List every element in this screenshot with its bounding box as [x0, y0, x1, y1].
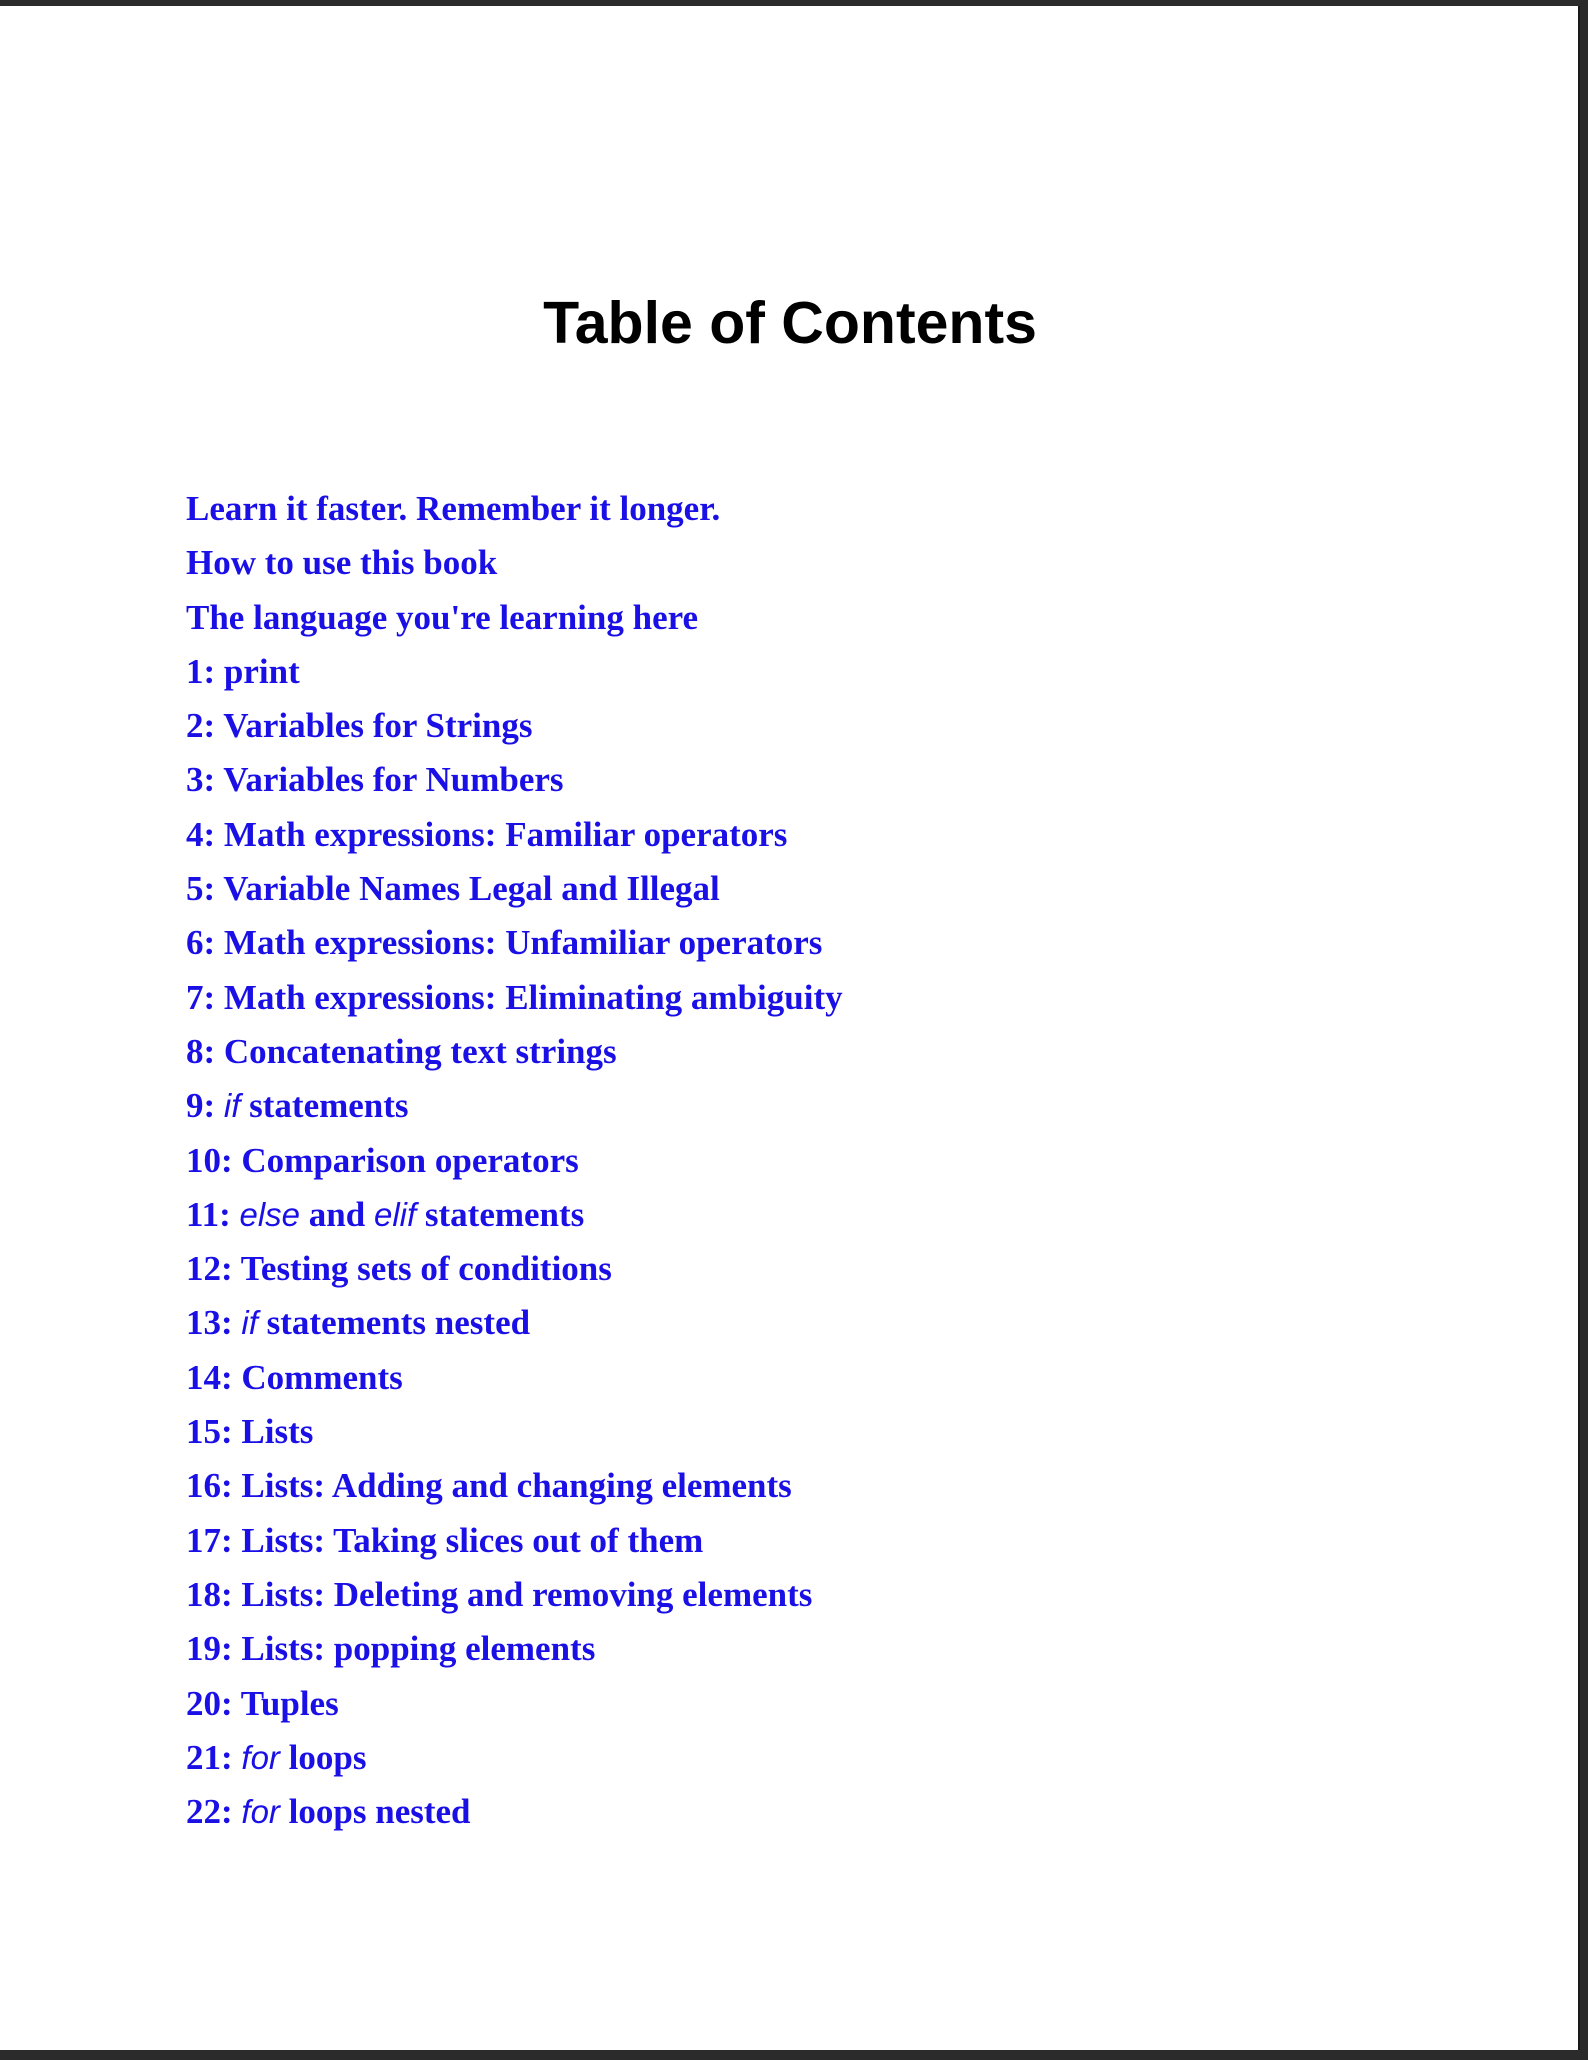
toc-entry-text: 15: Lists: [186, 1412, 314, 1452]
toc-entry-suffix: statements: [416, 1194, 585, 1234]
toc-entry-how-to-use[interactable]: [186, 536, 843, 590]
toc-entry-chapter-10[interactable]: [186, 1134, 843, 1188]
toc-entry-chapter-5[interactable]: [186, 862, 843, 916]
toc-entry-text: 7: Math expressions: Eliminating ambiguity: [186, 977, 843, 1017]
toc-entry-chapter-4[interactable]: [186, 808, 843, 862]
toc-entry-chapter-7[interactable]: [186, 971, 843, 1025]
toc-entry-chapter-20[interactable]: [186, 1677, 843, 1731]
toc-entry-text: 19: Lists: popping elements: [186, 1629, 596, 1669]
toc-entry-chapter-1[interactable]: [186, 645, 843, 699]
toc-entry-text: The language you're learning here: [186, 597, 699, 637]
toc-entry-suffix: statements nested: [257, 1303, 531, 1343]
toc-entry-chapter-6[interactable]: [186, 916, 843, 970]
toc-entry-text: 14: Comments: [186, 1357, 403, 1397]
toc-list: [186, 482, 843, 1839]
toc-entry-text: How to use this book: [186, 543, 498, 583]
toc-entry-suffix: loops: [279, 1737, 367, 1777]
toc-entry-chapter-22[interactable]: [186, 1785, 843, 1839]
toc-entry-text: 8: Concatenating text strings: [186, 1031, 617, 1071]
toc-entry-prefix: 13:: [186, 1303, 242, 1343]
toc-entry-suffix: statements: [240, 1086, 409, 1126]
toc-entry-text: 12: Testing sets of conditions: [186, 1249, 612, 1289]
toc-entry-text: Learn it faster. Remember it longer.: [186, 489, 721, 528]
toc-entry-text: 4: Math expressions: Familiar operators: [186, 814, 788, 854]
toc-entry-text: 2: Variables for Strings: [186, 706, 533, 746]
toc-entry-language[interactable]: [186, 591, 843, 645]
toc-entry-text: 6: Math expressions: Unfamiliar operators: [186, 923, 823, 963]
toc-entry-chapter-16[interactable]: [186, 1459, 843, 1513]
toc-entry-prefix: 22:: [186, 1792, 242, 1832]
document-page: [0, 6, 1580, 2050]
toc-entry-chapter-18[interactable]: [186, 1568, 843, 1622]
toc-entry-text: 3: Variables for Numbers: [186, 760, 564, 800]
toc-entry-keyword: for: [241, 1738, 280, 1776]
toc-entry-text: 10: Comparison operators: [186, 1140, 579, 1180]
toc-entry-keyword: else: [239, 1195, 301, 1233]
toc-entry-mid: and: [300, 1194, 374, 1234]
page-title: Table of Contents: [543, 290, 1037, 356]
toc-entry-text: 5: Variable Names Legal and Illegal: [186, 869, 720, 909]
toc-entry-text: 1: print: [186, 651, 300, 691]
toc-entry-keyword-2: elif: [373, 1195, 417, 1233]
toc-entry-prefix: 11:: [186, 1194, 240, 1234]
toc-entry-keyword: if: [223, 1087, 241, 1125]
toc-entry-keyword: if: [241, 1304, 258, 1342]
toc-entry-chapter-13[interactable]: [186, 1296, 843, 1350]
toc-entry-chapter-12[interactable]: [186, 1242, 843, 1296]
toc-entry-chapter-2[interactable]: [186, 699, 843, 753]
toc-entry-chapter-9[interactable]: [186, 1079, 843, 1133]
toc-entry-text: 20: Tuples: [186, 1683, 339, 1723]
toc-entry-chapter-14[interactable]: [186, 1351, 843, 1405]
toc-entry-chapter-19[interactable]: [186, 1622, 843, 1676]
toc-entry-chapter-21[interactable]: [186, 1731, 843, 1785]
toc-entry-chapter-8[interactable]: [186, 1025, 843, 1079]
toc-entry-chapter-11[interactable]: [186, 1188, 843, 1242]
toc-entry-text: 16: Lists: Adding and changing elements: [186, 1466, 792, 1506]
toc-entry-prefix: 9:: [186, 1086, 224, 1126]
toc-entry-chapter-15[interactable]: [186, 1405, 843, 1459]
toc-entry-keyword: for: [241, 1793, 280, 1831]
toc-entry-suffix: loops nested: [279, 1792, 471, 1832]
toc-entry-learn-faster[interactable]: [186, 482, 843, 536]
toc-entry-prefix: 21:: [186, 1737, 242, 1777]
toc-entry-chapter-3[interactable]: [186, 753, 843, 807]
toc-entry-text: 17: Lists: Taking slices out of them: [186, 1520, 704, 1560]
toc-entry-chapter-17[interactable]: [186, 1514, 843, 1568]
toc-entry-text: 18: Lists: Deleting and removing elements: [186, 1574, 813, 1614]
